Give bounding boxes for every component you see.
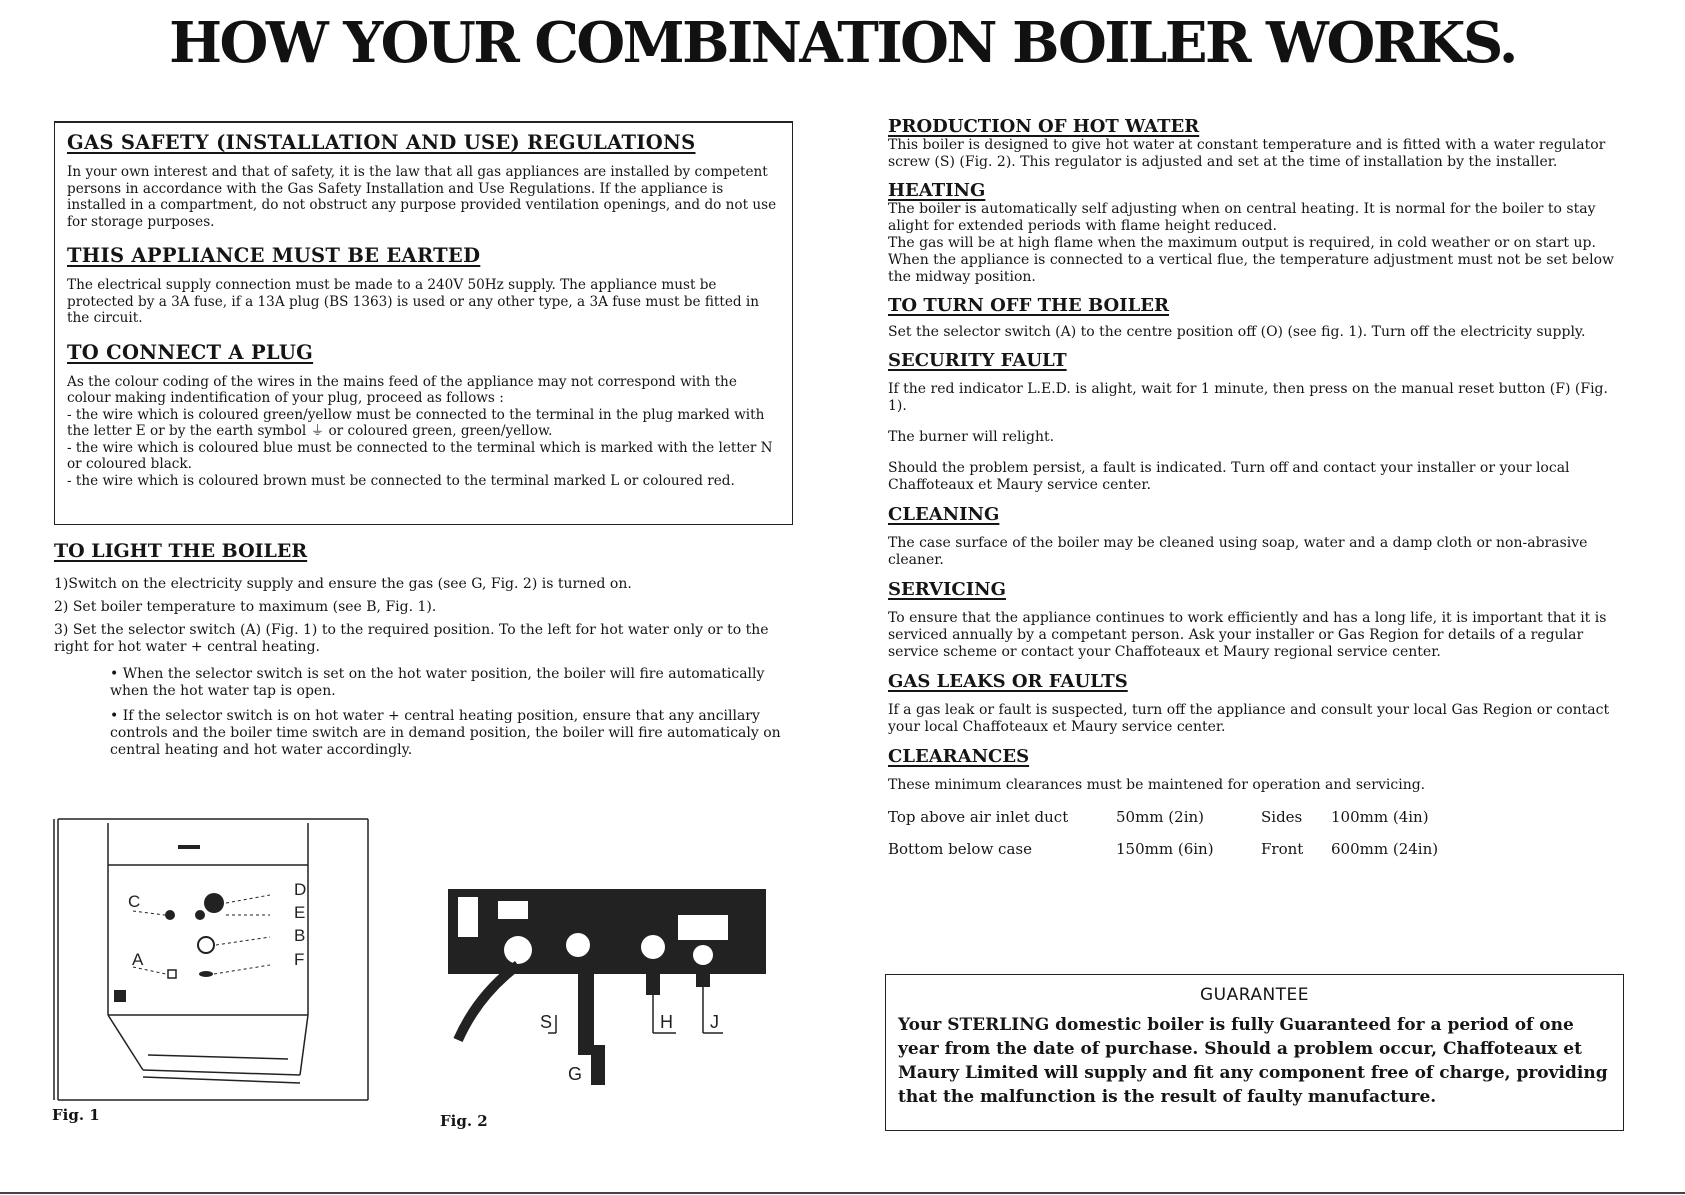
clearance-location: Top above air inlet duct	[888, 808, 1069, 826]
clearances-intro: These minimum clearances must be maintened for operation and servicing.	[888, 777, 1426, 793]
gas-safety-text: In your own interest and that of safety, it is the law that all gas appliances are installed by competent persons in accordance with the Gas Safety Installation and Use Regulations. If the appliance is installed in a compartment, do not obstruct any purpose provided ventilation openings, and do not use for storage purposes.	[67, 164, 777, 230]
fig2-label: Fig. 2	[440, 1112, 488, 1130]
fig1-letter-b: B	[294, 926, 306, 945]
clearance-location: Sides	[1261, 808, 1303, 826]
plug-intro: As the colour coding of the wires in the mains feed of the appliance may not correspond with the colour making indentification of your plug, proceed as follows :	[67, 373, 737, 406]
clearance-value: 100mm (4in)	[1331, 808, 1429, 826]
clearances-row	[888, 808, 1438, 840]
light-heading: TO LIGHT THE BOILER	[54, 540, 308, 562]
light-section	[54, 540, 792, 759]
clearances-table	[888, 808, 1438, 872]
right-column	[888, 116, 1630, 872]
gas-safety-heading: GAS SAFETY (INSTALLATION AND USE) REGULATIONS	[67, 131, 696, 154]
guarantee-text: Your STERLING domestic boiler is fully Guaranteed for a period of one year from the date of purchase. Should a problem occur, Chaffoteaux et Maury Limited will supply and fit any component free of charge, providing that the malfunction is the result of faulty manufacture.	[898, 1015, 1608, 1107]
light-bullet-hot-water: • When the selector switch is set on the hot water position, the boiler will fire automatically when the hot water tap is open.	[110, 666, 765, 699]
plug-item-brown: - the wire which is coloured brown must be connected to the terminal marked L or coloured red.	[67, 472, 735, 489]
fig1-label: Fig. 1	[52, 1106, 100, 1124]
earthed-heading: THIS APPLIANCE MUST BE EARTED	[67, 244, 481, 267]
guarantee-title: GUARANTEE	[1199, 985, 1310, 1005]
fig1-letter-f: F	[294, 950, 305, 969]
plug-item-blue: - the wire which is coloured blue must be connected to the terminal which is marked with the letter N or coloured black.	[67, 439, 773, 472]
fig1-letter-a: A	[132, 950, 144, 969]
leaks-heading: GAS LEAKS OR FAULTS	[888, 671, 1128, 692]
fig1-letter-c: C	[128, 892, 141, 911]
fig1-letter-e: E	[294, 903, 306, 922]
security-text-3: Should the problem persist, a fault is indicated. Turn off and contact your installer or your local Chaffoteaux et Maury service center.	[888, 460, 1570, 493]
heating-text-1: The boiler is automatically self adjusting when on central heating. It is normal for the boiler to stay alight for extended periods with flame height reduced.	[888, 201, 1596, 234]
light-step-1: 1)Switch on the electricity supply and ensure the gas (see G, Fig. 2) is turned on.	[54, 576, 632, 592]
clearance-value: 150mm (6in)	[1116, 840, 1214, 858]
page-bottom-rule	[0, 1192, 1685, 1194]
cleaning-text: The case surface of the boiler may be cleaned using soap, water and a damp cloth or non-abrasive cleaner.	[888, 535, 1588, 568]
plug-heading: TO CONNECT A PLUG	[67, 340, 314, 364]
fig1-boiler-illustration	[48, 815, 378, 1105]
clearance-location: Front	[1261, 840, 1304, 858]
cleaning-heading: CLEANING	[888, 504, 1000, 525]
fig1-letter-d: D	[294, 880, 307, 899]
fig2-letter-j: J	[710, 1012, 719, 1032]
clearances-row	[888, 840, 1438, 872]
light-step-2: 2) Set boiler temperature to maximum (see B, Fig. 1).	[54, 599, 437, 615]
servicing-text: To ensure that the appliance continues to work efficiently and has a long life, it is important that it is serviced annually by a competant person. Ask your installer or Gas Region for details of a regular service scheme or contact your Chaffoteaux et Maury regional service center.	[888, 610, 1607, 660]
turnoff-heading: TO TURN OFF THE BOILER	[888, 295, 1169, 316]
security-text-2: The burner will relight.	[888, 429, 1055, 445]
clearances-heading: CLEARANCES	[888, 746, 1030, 767]
page-title: HOW YOUR COMBINATION BOILER WORKS.	[169, 10, 1516, 76]
fig2-valve-illustration	[438, 885, 778, 1110]
fig2-letter-s: S	[540, 1012, 553, 1032]
heating-text-3: When the appliance is connected to a vertical flue, the temperature adjustment must not be set below the midway position.	[888, 252, 1615, 285]
fig2-letter-g: G	[568, 1064, 583, 1084]
production-heading: PRODUCTION OF HOT WATER	[888, 116, 1200, 137]
heating-heading: HEATING	[888, 180, 986, 201]
light-step-3: 3) Set the selector switch (A) (Fig. 1) to the required position. To the left for hot water only or to the right for hot water + central heating.	[54, 622, 769, 655]
clearance-value: 600mm (24in)	[1331, 840, 1439, 858]
guarantee-box	[885, 974, 1624, 1131]
security-heading: SECURITY FAULT	[888, 350, 1067, 371]
production-text: This boiler is designed to give hot water at constant temperature and is fitted with a water regulator screw (S) (Fig. 2). This regulator is adjusted and set at the time of installation by the installer.	[888, 137, 1606, 170]
clearance-location: Bottom below case	[888, 840, 1032, 858]
leaks-text: If a gas leak or fault is suspected, turn off the appliance and consult your local Gas Region or contact your local Chaffoteaux et Maury service center.	[888, 702, 1610, 735]
turnoff-text: Set the selector switch (A) to the centre position off (O) (see fig. 1). Turn off the electricity supply.	[888, 324, 1586, 340]
security-text-1: If the red indicator L.E.D. is alight, wait for 1 minute, then press on the manual reset button (F) (Fig. 1).	[888, 381, 1608, 414]
servicing-heading: SERVICING	[888, 579, 1006, 600]
fig2-letter-h: H	[660, 1012, 673, 1032]
earthed-text: The electrical supply connection must be made to a 240V 50Hz supply. The appliance must be protected by a 3A fuse, if a 13A plug (BS 1363) is used or any other type, a 3A fuse must be fitted in the circuit.	[67, 277, 760, 326]
clearance-value: 50mm (2in)	[1116, 808, 1205, 826]
plug-item-green-yellow: - the wire which is coloured green/yellow must be connected to the terminal in the plug marked with the letter E or by the earth symbol ⏚ or coloured green, green/yellow.	[67, 406, 765, 439]
light-bullet-central-heating: • If the selector switch is on hot water + central heating position, ensure that any ancillary controls and the boiler time switch are in demand position, the boiler will fire automaticaly on central heating and hot water accordingly.	[110, 708, 781, 758]
gas-safety-box	[54, 121, 793, 525]
heating-text-2: The gas will be at high flame when the maximum output is required, in cold weather or on start up.	[888, 235, 1596, 251]
